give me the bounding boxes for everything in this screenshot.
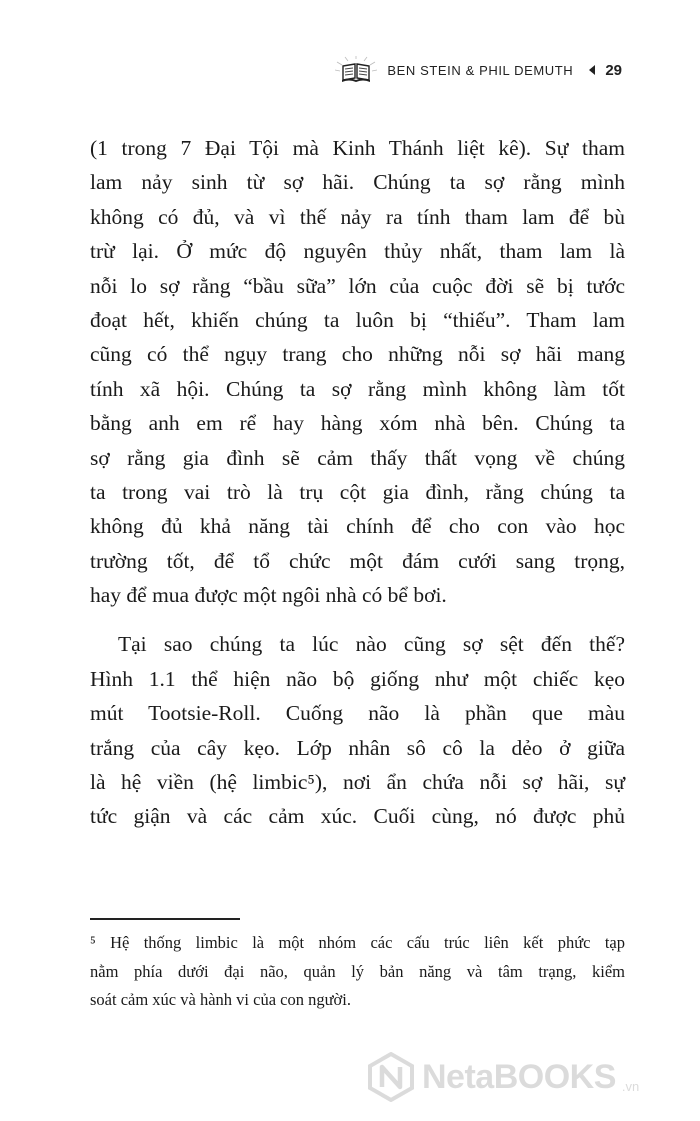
text-line: bằng anh em rể hay hàng xóm nhà bên. Chúng ta [90,411,625,436]
text-line: trường tốt, để tổ chức một đám cưới sang trọng, [90,548,625,573]
body-text [90,131,625,834]
footnote-divider [90,918,240,920]
text-line: là hệ viền (hệ limbic⁵), nơi ẩn chứa nỗi sợ hãi, sự [90,770,625,795]
text-line: sợ rằng gia đình sẽ cảm thấy thất vọng về chúng [90,445,625,470]
text-line: tính xã hội. Chúng ta sợ rằng mình không làm tốt [90,376,625,401]
paragraph-1 [90,131,625,612]
text-line: lam nảy sinh từ sợ hãi. Chúng ta sợ rằng mình [90,170,625,195]
text-line: nỗi lo sợ rằng “bầu sữa” lớn của cuộc đời sẽ bị tước [90,273,625,298]
text-line: hay để mua được một ngôi nhà có bể bơi. [90,583,447,608]
text-line: trắng của cây kẹo. Lớp nhân sô cô la dẻo ở giữa [90,735,625,760]
footnote-line: nằm phía dưới đại não, quản lý bản năng và tâm trạng, kiểm [90,961,625,981]
text-line: Tại sao chúng ta lúc nào cũng sợ sệt đến thế? [118,632,625,657]
text-line: tức giận và các cảm xúc. Cuối cùng, nó được phủ [90,804,625,829]
text-line: mút Tootsie-Roll. Cuống não là phần que màu [90,701,625,726]
page-header [335,56,622,84]
text-line: cũng có thể ngụy trang cho những nỗi sợ hãi mang [90,342,625,367]
watermark [366,1052,639,1102]
footnote-line: soát cảm xúc và hành vi của con người. [90,990,351,1009]
text-line: không đủ khả năng tài chính để cho con vào học [90,514,625,539]
text-line: ta trong vai trò là trụ cột gia đình, rằng chúng ta [90,479,625,504]
watermark-suffix: .vn [621,1079,640,1094]
text-line: trừ lại. Ở mức độ nguyên thủy nhất, tham lam là [90,239,625,264]
header-arrow-icon [589,65,595,75]
header-authors: BEN STEIN & PHIL DEMUTH [387,62,574,78]
text-line: (1 trong 7 Đại Tội mà Kinh Thánh liệt kê). Sự tham [90,136,625,160]
text-line: Hình 1.1 thể hiện não bộ giống như một chiếc kẹo [90,666,625,691]
watermark-text: NetaBOOKS [422,1057,616,1096]
footnote [90,929,625,1015]
footnote-line: ⁵ Hệ thống limbic là một nhóm các cấu trúc liên kết phức tạp [90,933,625,952]
page-number: 29 [605,61,622,79]
open-book-icon [335,56,377,84]
paragraph-2 [90,627,625,833]
text-line: đoạt hết, khiến chúng ta luôn bị “thiếu”. Tham lam [90,307,625,332]
text-line: không có đủ, và vì thế nảy ra tính tham lam để bù [90,204,625,229]
netabooks-logo-icon [366,1052,416,1102]
